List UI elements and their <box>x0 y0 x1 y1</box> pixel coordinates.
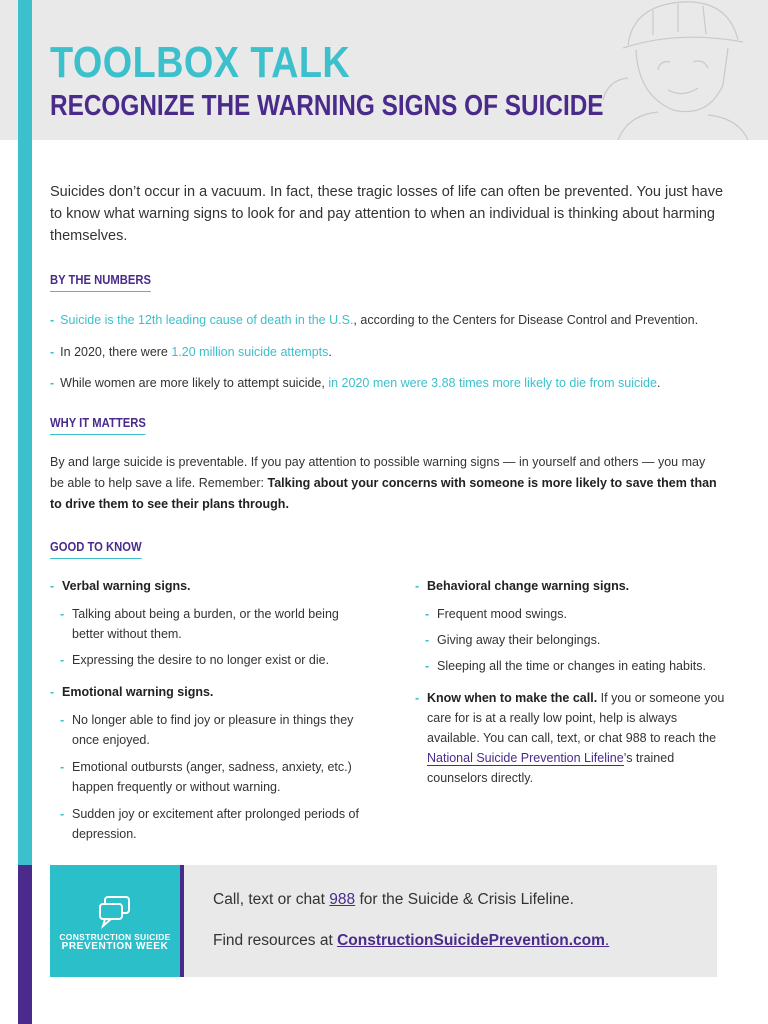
item-text: Sleeping all the time or changes in eating habits. <box>437 659 706 673</box>
page-subtitle: RECOGNIZE THE WARNING SIGNS OF SUICIDE <box>50 90 604 122</box>
item-text: In 2020, there were <box>60 345 172 359</box>
highlight-text: 1.20 million suicide attempts <box>171 345 329 359</box>
dash-icon: - <box>50 579 55 593</box>
dash-icon: - <box>415 579 420 593</box>
dash-icon: - <box>60 807 65 821</box>
item-text: . <box>328 345 332 359</box>
footer-resources-line <box>213 932 609 950</box>
footer-text: for the Suicide & Crisis Lifeline. <box>355 891 574 908</box>
call-text-end: ’s trained counselors directly. <box>427 751 675 785</box>
logo-text-line2: PREVENTION WEEK <box>61 941 169 952</box>
dash-icon: - <box>60 760 65 774</box>
dash-icon: - <box>425 633 430 647</box>
call-title: Know when to make the call. <box>427 691 598 705</box>
list-item <box>50 313 698 327</box>
item-text: Expressing the desire to no longer exist or die. <box>72 653 330 667</box>
dash-icon: - <box>60 607 65 621</box>
construction-worker-illustration <box>598 0 748 140</box>
why-it-matters-paragraph <box>50 452 720 515</box>
highlight-text: Suicide is the 12th leading cause of death in the U.S. <box>60 313 354 327</box>
paragraph-text: By and large suicide is preventable. If you pay attention to possible warning signs — in yourself and others — you may be able to help save a life. Remember: <box>50 455 706 490</box>
lifeline-number-link[interactable]: 988 <box>329 891 356 908</box>
dash-icon: - <box>50 376 55 390</box>
footer-text: . <box>604 932 610 949</box>
verbal-heading <box>50 576 370 596</box>
footer-divider <box>180 865 184 977</box>
resources-website-link[interactable]: ConstructionSuicidePrevention.com <box>337 932 605 949</box>
footer-text: Call, text or chat <box>213 891 330 908</box>
call-text: If you or someone you care for is at a really low point, help is always available. You can call, text, or chat 988 to reach the <box>427 691 725 745</box>
item-text: Frequent mood swings. <box>437 607 567 621</box>
list-item <box>415 656 725 676</box>
item-text: Talking about being a burden, or the world being better without them. <box>72 607 339 641</box>
paragraph-bold-text: Talking about your concerns with someone is more likely to save them than to drive them to see their plans through. <box>50 476 717 511</box>
call-item <box>415 688 725 788</box>
behavioral-title: Behavioral change warning signs. <box>427 579 630 593</box>
good-to-know-left-column <box>50 576 370 844</box>
dash-icon: - <box>50 313 55 327</box>
highlight-text: in 2020 men were 3.88 times more likely to die from suicide <box>328 376 657 390</box>
item-text: While women are more likely to attempt suicide, <box>60 376 329 390</box>
item-text: . <box>656 376 661 390</box>
section-heading-why-it-matters: WHY IT MATTERS <box>50 416 146 435</box>
cspw-logo <box>50 865 180 977</box>
page-title: TOOLBOX TALK <box>50 38 351 87</box>
chat-bubbles-icon <box>97 893 133 929</box>
list-item <box>50 650 370 670</box>
list-item <box>50 757 370 797</box>
dash-icon: - <box>415 691 420 705</box>
list-item <box>415 630 725 650</box>
list-item <box>50 604 370 644</box>
emotional-heading <box>50 682 370 702</box>
item-text: , according to the Centers for Disease Control and Prevention. <box>353 313 699 327</box>
section-heading-good-to-know: GOOD TO KNOW <box>50 540 142 559</box>
dash-icon: - <box>425 607 430 621</box>
list-item <box>50 376 660 390</box>
list-item <box>50 710 370 750</box>
footer-call-line <box>213 891 574 909</box>
dash-icon: - <box>60 713 65 727</box>
item-text: Giving away their belongings. <box>437 633 601 647</box>
dash-icon: - <box>425 659 430 673</box>
lifeline-link[interactable]: National Suicide Prevention Lifeline <box>427 751 624 765</box>
emotional-title: Emotional warning signs. <box>62 685 214 699</box>
item-text: Emotional outbursts (anger, sadness, anxiety, etc.) happen frequently or without warning. <box>72 760 352 794</box>
footer-callout <box>50 865 717 977</box>
accent-bar-purple <box>18 865 32 1024</box>
intro-paragraph: Suicides don’t occur in a vacuum. In fact, these tragic losses of life can often be prevented. You just have to know what warning signs to look for and pay attention to when an individual is thinking about harming themselves. <box>50 184 724 244</box>
dash-icon: - <box>50 685 55 699</box>
item-text: Sudden joy or excitement after prolonged periods of depression. <box>72 807 359 841</box>
list-item <box>50 804 370 844</box>
good-to-know-right-column <box>415 576 725 788</box>
verbal-title: Verbal warning signs. <box>62 579 191 593</box>
logo-text-line1: CONSTRUCTION SUICIDE <box>59 932 171 942</box>
footer-text: Find resources at <box>213 932 338 949</box>
list-item <box>415 604 725 624</box>
dash-icon: - <box>50 345 55 359</box>
section-heading-by-the-numbers: BY THE NUMBERS <box>50 273 151 292</box>
item-text: No longer able to find joy or pleasure in things they once enjoyed. <box>72 713 354 747</box>
dash-icon: - <box>60 653 65 667</box>
behavioral-heading <box>415 576 725 596</box>
list-item <box>50 345 332 359</box>
